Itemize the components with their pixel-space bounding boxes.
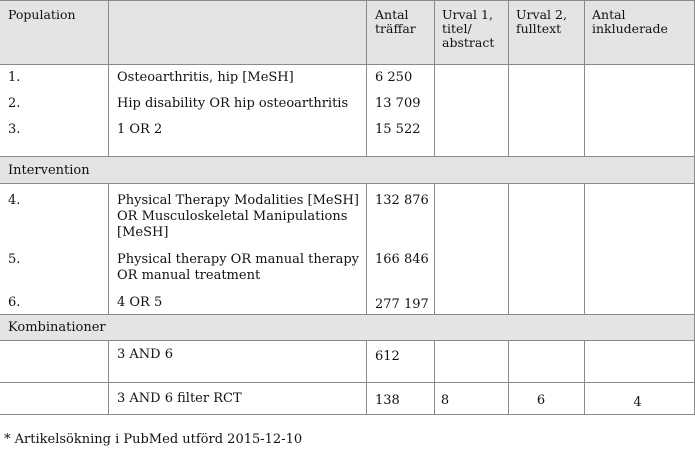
divider [0,414,695,415]
row-query-line1: 4 OR 5 [117,295,163,310]
row-hits: 166 846 [375,252,429,267]
divider [0,183,695,184]
table-header-row [0,0,695,64]
column-divider [508,183,509,315]
footnote: * Artikelsökning i PubMed utförd 2015-12-10 [4,432,303,447]
row-query: Osteoarthritis, hip [MeSH] [117,70,294,85]
row-number: 3. [8,122,21,137]
column-divider [366,0,367,157]
row-selection2: 6 [536,393,546,408]
column-divider [434,0,435,157]
column-divider [434,340,435,414]
row-query-line2: OR Musculoskeletal Manipulations [117,209,348,224]
row-hits: 6 250 [375,70,413,85]
row-query: 3 AND 6 [117,347,173,362]
row-number: 4. [8,193,21,208]
header-sel2-line2: fulltext [516,21,562,36]
row-query: 1 OR 2 [117,122,163,137]
column-divider [108,183,109,315]
column-divider [434,183,435,315]
row-query-line3: [MeSH] [117,225,169,240]
header-sel1-line3: abstract [442,35,495,50]
column-divider [366,340,367,414]
row-number: 5. [8,252,21,267]
section-combinations-row [0,315,695,340]
section-intervention-label: Intervention [8,163,90,178]
row-query-line2: OR manual treatment [117,268,261,283]
row-query: 3 AND 6 filter RCT [117,391,242,406]
row-query-line1: Physical Therapy Modalities [MeSH] [117,193,359,208]
row-hits: 277 197 [375,297,429,312]
column-divider [584,0,585,157]
divider [0,0,695,1]
row-included: 4 [633,395,642,410]
header-sel2-line1: Urval 2, [516,7,567,22]
column-divider [508,0,509,157]
row-selection1: 8 [440,393,450,408]
column-divider [508,340,509,414]
row-hits: 612 [375,349,400,364]
row-hits: 138 [375,393,400,408]
row-hits: 132 876 [375,193,429,208]
header-hits-line1: Antal [375,7,409,22]
row-number: 6. [8,295,21,310]
column-divider [584,340,585,414]
row-query-line1: Physical therapy OR manual therapy [117,252,360,267]
divider [0,382,695,383]
header-sel1-line2: titel/ [442,21,472,36]
header-incl-line2: inkluderade [592,21,668,36]
row-number: 1. [8,70,21,85]
divider [0,340,695,341]
header-sel1-line1: Urval 1, [442,7,493,22]
row-number: 2. [8,96,21,111]
section-combinations-label: Kombinationer [8,320,106,335]
header-incl-line1: Antal [592,7,626,22]
column-divider [108,340,109,414]
row-hits: 13 709 [375,96,421,111]
column-divider [108,0,109,157]
column-divider [584,183,585,315]
divider [0,64,695,65]
header-hits-line2: träffar [375,21,416,36]
section-intervention-row [0,157,695,183]
header-population: Population [8,7,76,22]
column-divider [366,183,367,315]
row-query: Hip disability OR hip osteoarthritis [117,96,349,111]
row-hits: 15 522 [375,122,421,137]
